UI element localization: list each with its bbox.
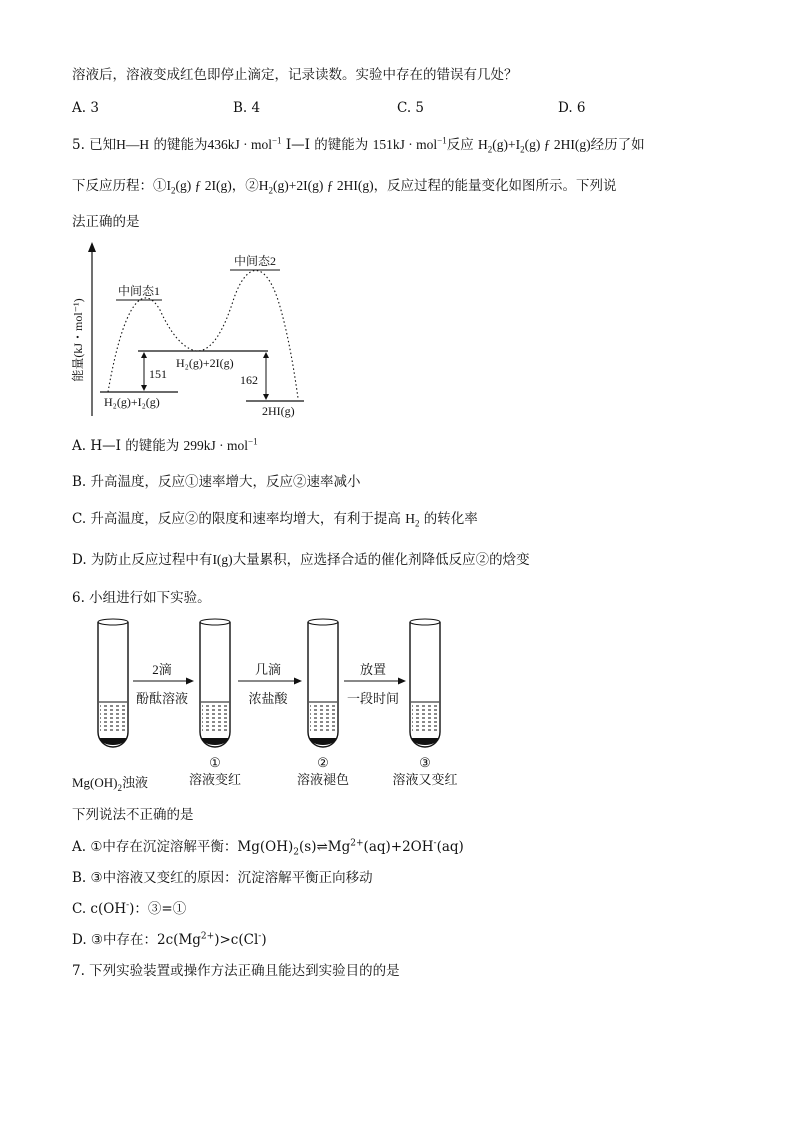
q4-stem-tail: 溶液后，溶液变成红色即停止滴定，记录读数。实验中存在的错误有几处？ — [72, 67, 518, 83]
gap2-arrowhead-down — [263, 394, 269, 400]
q5-option-b: B. 升高温度，反应①速率增大，反应②速率减小 — [72, 474, 361, 490]
tube-3-label: 溶液又变红 — [392, 772, 458, 787]
gap2-label: 162 — [240, 373, 258, 387]
q5-stem-line3: 法正确的是 — [72, 214, 140, 230]
arrow-3-bottom: 一段时间 — [346, 691, 400, 706]
q5-option-d: D. 为防止反应过程中有I(g)大量累积，应选择合适的催化剂降低反应②的焓变 — [72, 552, 530, 568]
energy-diagram — [66, 240, 326, 420]
gap1-arrowhead-up — [141, 352, 147, 358]
arrow-2-bottom: 浓盐酸 — [248, 691, 288, 706]
q7-stem: 7. 下列实验装置或操作方法正确且能达到实验目的的是 — [72, 963, 400, 979]
arrow-1-top: 2滴 — [152, 662, 172, 677]
state2-label: 中间态2 — [233, 254, 277, 268]
tube-initial-label: $Mg(OH)_2$浊液 — [72, 775, 149, 793]
gap1-label: 151 — [149, 367, 167, 381]
gap2-arrowhead-up — [263, 352, 269, 358]
q6-option-a: A. ①中存在沉淀溶解平衡：$Mg(OH)_2(s)\rightleftharpoons Mg^{2+}(aq)+2OH^-(aq)$ — [72, 838, 464, 858]
q4-option-c: C. 5 — [397, 100, 425, 116]
q5-stem-line2: 下反应历程：$①I_2(g)$ ƒ 2I(g)，$②H_2(g)+2I(g)$ ƒ 2HI(g)，反应过程的能量变化如图所示。下列说 — [72, 178, 617, 196]
tube-initial — [98, 619, 128, 747]
q6-prompt: 下列说法不正确的是 — [72, 807, 194, 823]
q4-option-a: A. 3 — [72, 100, 99, 116]
state1-label: 中间态1 — [117, 284, 161, 298]
q4-option-b: B. 4 — [233, 100, 261, 116]
arrow-3-top: 放置 — [359, 662, 387, 677]
y-axis-arrowhead — [88, 242, 96, 252]
reactant-label: H₂(g)+I₂(g) — [104, 395, 160, 409]
intermediate-label: H₂(g)+2I(g) — [176, 356, 234, 370]
product-label: 2HI(g) — [262, 404, 295, 418]
tube-3-number: ③ — [419, 755, 431, 770]
tube-3 — [410, 619, 440, 747]
tube-2-number: ② — [317, 755, 329, 770]
tube-2-label: 溶液褪色 — [296, 772, 350, 787]
arrow-1-head — [186, 678, 194, 685]
tube-2 — [308, 619, 338, 747]
y-axis-label: 能量(kJ・mol⁻¹) — [71, 298, 85, 382]
q5-option-a: A. H—I 的键能为 299kJ · mol$^{-1}$ — [72, 436, 258, 454]
arrow-1-bottom: 酚酞溶液 — [135, 691, 189, 706]
tube-1-label: 溶液变红 — [188, 772, 242, 787]
q4-option-d: D. 6 — [558, 100, 586, 116]
q6-stem: 6. 小组进行如下实验。 — [72, 590, 211, 606]
arrow-2-head — [294, 678, 302, 685]
test-tube-diagram — [70, 612, 470, 812]
arrow-2-top: 几滴 — [254, 662, 282, 677]
gap1-arrowhead-down — [141, 385, 147, 391]
tube-1 — [200, 619, 230, 747]
q5-option-c: C. 升高温度，反应②的限度和速率均增大，有利于提高 $H_2$ 的转化率 — [72, 511, 478, 529]
tube-1-number: ① — [209, 755, 221, 770]
arrow-3-head — [398, 678, 406, 685]
q6-option-c: C. c(OH-)：③=① — [72, 900, 187, 917]
q6-option-d: D. ③中存在：$2c(Mg^{2+})>c(Cl^-)$ — [72, 931, 267, 948]
q5-stem-line1: 5. 已知H—H 的键能为436kJ · mol$^{-1}$ I—I 的键能为 151kJ · mol$^{-1}$反应 $H_2(g)+I_2(g)$ ƒ 2HI(g)经历了如 — [72, 135, 645, 155]
q6-option-b: B. ③中溶液又变红的原因：沉淀溶解平衡正向移动 — [72, 870, 373, 886]
